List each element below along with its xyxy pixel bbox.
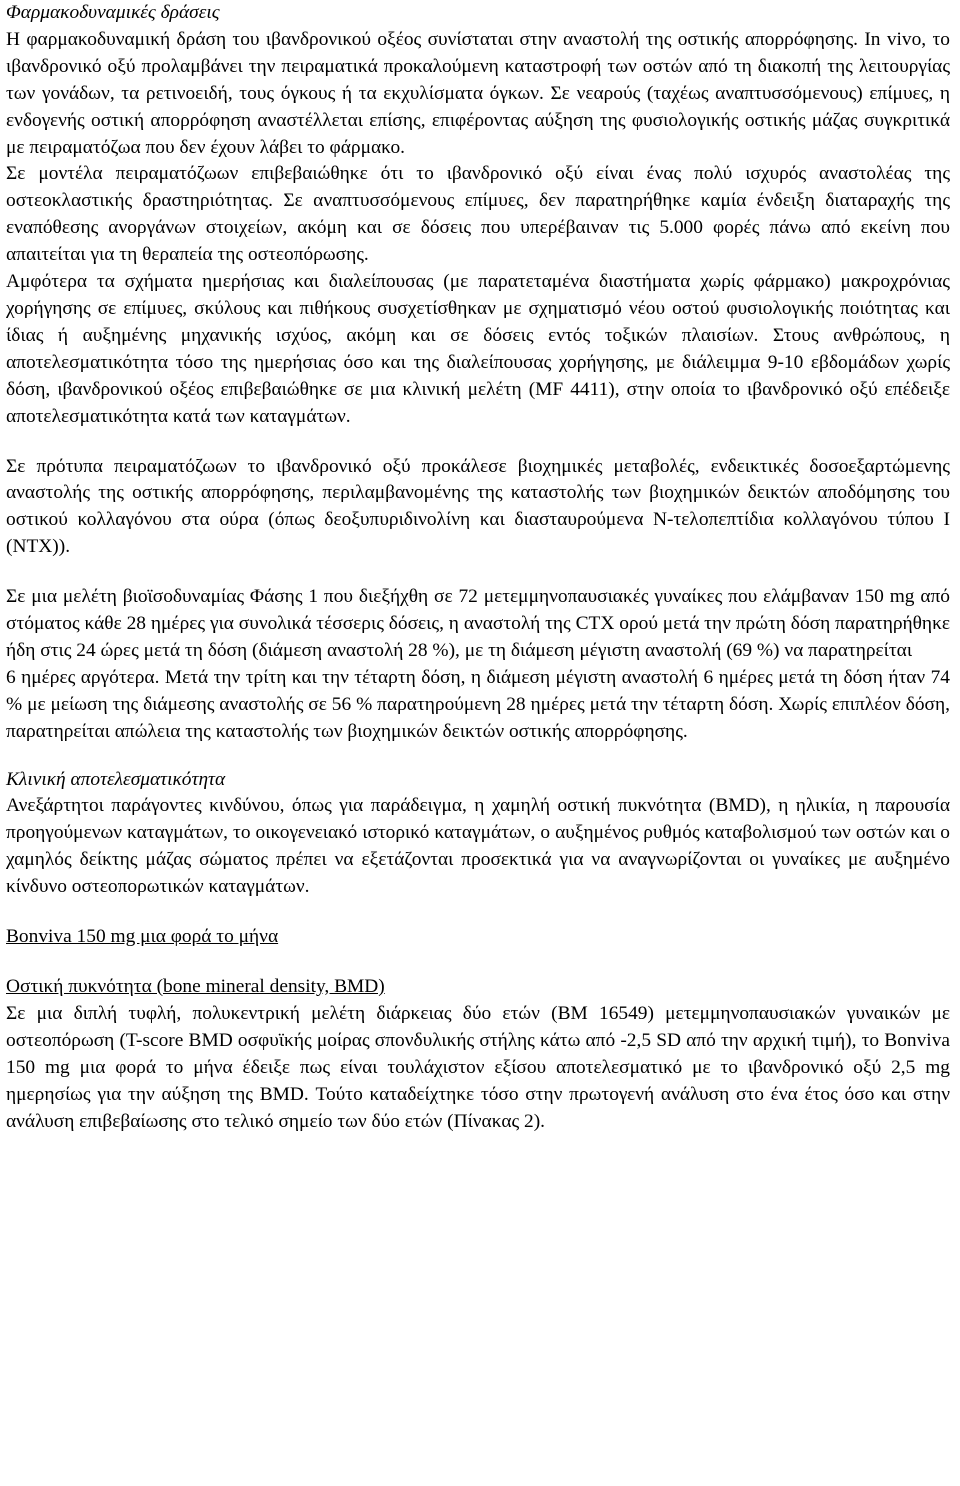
section-heading-pharmacodynamics: Φαρμακοδυναμικές δράσεις: [6, 2, 220, 23]
paragraph: Σε μια μελέτη βιοϊσοδυναμίας Φάσης 1 που διεξήχθη σε 72 μετεμμηνοπαυσιακές γυναίκες που ελάμβαναν 150 mg από στόματος κάθε 28 ημέρες για συνολικά τέσσερις δόσεις, η αναστολή της CTX ορού μετά την πρώτη δόση παρατηρήθηκε ήδη στις 24 ώρες μετά τη δόση (διάμεση αναστολή 28 %), με τη διάμεση μέγιστη αναστολή (69 %) να παρατηρείται: [6, 586, 950, 661]
paragraph: Σε μοντέλα πειραματόζωων επιβεβαιώθηκε ότι το ιβανδρονικό οξύ είναι ένας πολύ ισχυρός αναστολέας της οστεοκλαστικής δραστηριότητας. Σε αναπτυσσόμενους επίμυες, δεν παρατηρήθηκε καμία ένδειξη διαταραχής της εναπόθεσης ανοργάνων στοιχείων, ακόμη και σε δόσεις που υπερέβαιναν τις 5.000 φορές πάνω από εκείνη που απαιτείται για τη θεραπεία της οστεοπόρωσης.: [6, 163, 950, 266]
section-heading-bmd: Οστική πυκνότητα (bone mineral density, BMD): [6, 976, 385, 997]
section-heading-bonviva: Bonviva 150 mg μια φορά το μήνα: [6, 926, 279, 948]
paragraph: Αμφότερα τα σχήματα ημερήσιας και διαλείπουσας (με παρατεταμένα διαστήματα χωρίς φάρμακο) μακροχρόνιας χορήγησης σε επίμυες, σκύλους και πιθήκους συσχετίσθηκαν με σχηματισμό νέου οστού φυσιολογικής ποιότητας και ίδιας ή αυξημένης μηχανικής ισχύος, ακόμη και σε δόσεις εντός τοξικών πλαισίων. Στους ανθρώπους, η αποτελεσματικότητα τόσο της ημερήσιας όσο και της διαλείπουσας χορήγησης, με διάλειμμα 9-10 εβδομάδων χωρίς δόση, ιβανδρονικού οξέος επιβεβαιώθηκε σε μια κλινική μελέτη (MF 4411), στην οποία το ιβανδρονικό οξύ επέδειξε αποτελεσματικότητα κατά των καταγμάτων.: [6, 271, 950, 427]
paragraph: Σε μια διπλή τυφλή, πολυκεντρική μελέτη διάρκειας δύο ετών (BM 16549) μετεμμηνοπαυσιακών γυναικών με οστεοπόρωση (T-score BMD οσφυϊκής μοίρας σπονδυλικής στήλης κάτω από -2,5 SD από την αρχική τιμή), το Bonviva 150 mg μια φορά το μήνα έδειξε πως είναι τουλάχιστον εξίσου αποτελεσματικό με το ιβανδρονικό οξύ 2,5 mg ημερησίως για την αύξηση της BMD. Τούτο καταδείχτηκε τόσο στην πρωτογενή ανάλυση στο ένα έτος όσο και στην ανάλυση επιβεβαίωσης στο τελικό σημείο των δύο ετών (Πίνακας 2).: [6, 1002, 950, 1132]
paragraph: Η φαρμακοδυναμική δράση του ιβανδρονικού οξέος συνίσταται στην αναστολή της οστικής απορρόφησης. In vivo, το ιβανδρονικό οξύ προλαμβάνει την πειραματικά προκαλούμενη καταστροφή των οστών από τη διακοπή της λειτουργίας των γονάδων, τα ρετινοειδή, τους όγκους ή τα εκχυλίσματα όγκων. Σε νεαρούς (ταχέως αναπτυσσόμενους) επίμυες, η ενδογενής οστική απορρόφηση αναστέλλεται επίσης, επιφέροντας αύξηση της φυσιολογικής οστικής μάζας συγκριτικά με πειραματόζωα που δεν έχουν λάβει το φάρμακο.: [6, 28, 950, 158]
paragraph: Σε πρότυπα πειραματόζωων το ιβανδρονικό οξύ προκάλεσε βιοχημικές μεταβολές, ενδεικτικές δοσοεξαρτώμενης αναστολής της οστικής απορρόφησης, περιλαμβανομένης της καταστολής των βιοχημικών δεικτών αποδόμησης του οστικού κολλαγόνου στα ούρα (όπως δεοξυπυριδινολίνη και διασταυρούμενα Ν-τελοπεπτίδια κολλαγόνου τύπου Ι (NTX)).: [6, 455, 950, 558]
paragraph: 6 ημέρες αργότερα. Μετά την τρίτη και την τέταρτη δόση, η διάμεση μέγιστη αναστολή 6 ημέρες μετά τη δόση ήταν 74 % με μείωση της διάμεσης αναστολής σε 56 % παρατηρούμενη 28 ημέρες μετά την τέταρτη δόση. Χωρίς επιπλέον δόση, παρατηρείται απώλεια της καταστολής των βιοχημικών δεικτών οστικής απορρόφησης.: [6, 666, 950, 742]
section-heading-clinical: Κλινική αποτελεσματικότητα: [6, 768, 226, 790]
document-page: [6, 0, 950, 1135]
paragraph: Ανεξάρτητοι παράγοντες κινδύνου, όπως για παράδειγμα, η χαμηλή οστική πυκνότητα (BMD), η ηλικία, η παρουσία προηγούμενων καταγμάτων, το οικογενειακό ιστορικό καταγμάτων, ο αυξημένος ρυθμός καταβολισμού των οστών και ο χαμηλός δείκτης μάζας σώματος πρέπει να εξετάζονται προσεκτικά για να αναγνωρίζονται οι γυναίκες με αυξημένο κίνδυνο οστεοπορωτικών καταγμάτων.: [6, 795, 950, 898]
